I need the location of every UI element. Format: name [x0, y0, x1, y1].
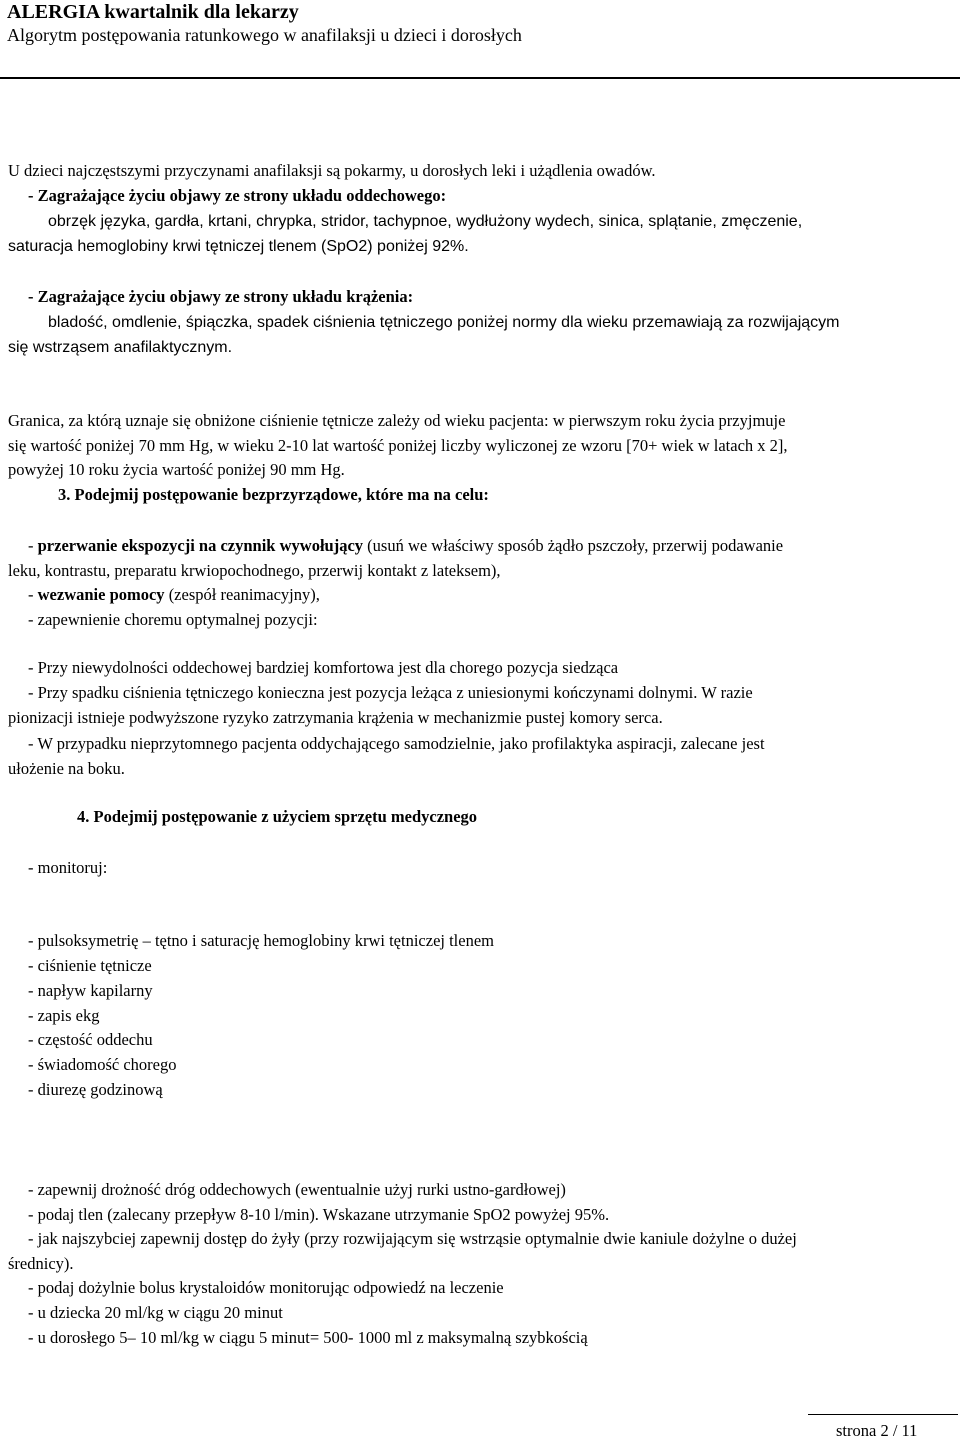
document-header: [7, 0, 957, 46]
action-adult-dose: - u dorosłego 5– 10 ml/kg w ciągu 5 minut= 500- 1000 ml z maksymalną szybkością: [28, 1328, 588, 1347]
bullet-emphasis: przerwanie ekspozycji na czynnik wywołujący: [37, 536, 364, 555]
step-4-heading: 4. Podejmij postępowanie z użyciem sprzętu medycznego: [77, 807, 478, 826]
article-subtitle: Algorytm postępowania ratunkowego w anafilaksji u dzieci i dorosłych: [7, 25, 522, 45]
intro-paragraph: U dzieci najczęstszymi przyczynami anafilaksji są pokarmy, u dorosłych leki i użądlenia owadów.: [8, 161, 656, 180]
blood-pressure-line-1: Granica, za którą uznaje się obniżone ciśnienie tętnicze zależy od wieku pacjenta: w pierwszym roku życia przyjmuje: [8, 411, 786, 430]
monitor-label: - monitoruj:: [28, 858, 108, 877]
position-unconscious-line-2: ułożenie na boku.: [8, 759, 125, 778]
action-oxygen: - podaj tlen (zalecany przepływ 8-10 l/min). Wskazane utrzymanie SpO2 powyżej 95%.: [28, 1205, 610, 1224]
journal-title: ALERGIA kwartalnik dla lekarzy: [7, 1, 299, 23]
step-3-bullet-position: - zapewnienie choremu optymalnej pozycji:: [28, 610, 318, 629]
monitor-item-capillary-refill: - napływ kapilarny: [28, 981, 153, 1000]
step-3-bullet-exposure-line-2: leku, kontrastu, preparatu krwiopochodnego, przerwij kontakt z lateksem),: [8, 561, 501, 580]
circulatory-symptoms-line-2: się wstrząsem anafilaktycznym.: [8, 339, 233, 356]
blood-pressure-line-3: powyżej 10 roku życia wartość poniżej 90 mm Hg.: [8, 460, 345, 479]
action-airway: - zapewnij drożność dróg oddechowych (ewentualnie użyj rurki ustno-gardłowej): [28, 1180, 566, 1199]
position-unconscious-line-1: - W przypadku nieprzytomnego pacjenta oddychającego samodzielnie, jako profilaktyka aspiracji, zalecane jest: [28, 734, 765, 753]
action-child-dose: - u dziecka 20 ml/kg w ciągu 20 minut: [28, 1303, 283, 1322]
action-iv-access-line-2: średnicy).: [8, 1254, 74, 1273]
bullet-text: (usuń we właściwy sposób żądło pszczoły, przerwij podawanie: [363, 536, 784, 555]
step-3-heading: 3. Podejmij postępowanie bezprzyrządowe, które ma na celu:: [58, 485, 489, 504]
monitor-item-blood-pressure: - ciśnienie tętnicze: [28, 956, 152, 975]
action-bolus: - podaj dożylnie bolus krystaloidów monitorując odpowiedź na leczenie: [28, 1278, 504, 1297]
bullet-prefix: -: [28, 536, 38, 555]
page-number: strona 2 / 11: [836, 1421, 918, 1440]
footer-divider: [808, 1414, 958, 1415]
step-3-bullet-exposure: [28, 536, 783, 556]
circulatory-heading: - Zagrażające życiu objawy ze strony układu krążenia:: [28, 287, 414, 306]
position-respiratory: - Przy niewydolności oddechowej bardziej komfortowa jest dla chorego pozycja siedząca: [28, 658, 619, 677]
bullet-text: (zespół reanimacyjny),: [164, 585, 320, 604]
blood-pressure-line-2: się wartość poniżej 70 mm Hg, w wieku 2-10 lat wartość poniżej liczby wyliczonej ze wzoru [70+ wiek w latach x 2],: [8, 436, 788, 455]
circulatory-symptoms-line-1: bladość, omdlenie, śpiączka, spadek ciśnienia tętniczego poniżej normy dla wieku przemawiają za rozwijającym: [48, 314, 840, 331]
monitor-item-diuresis: - diurezę godzinową: [28, 1080, 163, 1099]
position-hypotension-line-1: - Przy spadku ciśnienia tętniczego konieczna jest pozycja leżąca z uniesionymi kończynami dolnymi. W razie: [28, 683, 753, 702]
respiratory-symptoms-line-2: saturacja hemoglobiny krwi tętniczej tlenem (SpO2) poniżej 92%.: [8, 238, 469, 255]
respiratory-heading: - Zagrażające życiu objawy ze strony układu oddechowego:: [28, 186, 447, 205]
position-hypotension-line-2: pionizacji istnieje podwyższone ryzyko zatrzymania krążenia w mechanizmie pustej komory serca.: [8, 708, 663, 727]
respiratory-symptoms-line-1: obrzęk języka, gardła, krtani, chrypka, stridor, tachypnoe, wydłużony wydech, sinica, splątanie, zmęczenie,: [48, 213, 803, 230]
monitor-item-consciousness: - świadomość chorego: [28, 1055, 177, 1074]
header-divider: [0, 77, 960, 79]
monitor-item-ecg: - zapis ekg: [28, 1006, 100, 1025]
monitor-item-respiratory-rate: - częstość oddechu: [28, 1030, 153, 1049]
step-3-bullet-help: [28, 585, 320, 605]
monitor-item-pulse-oximetry: - pulsoksymetrię – tętno i saturację hemoglobiny krwi tętniczej tlenem: [28, 931, 494, 950]
bullet-prefix: -: [28, 585, 38, 604]
action-iv-access-line-1: - jak najszybciej zapewnij dostęp do żyły (przy rozwijającym się wstrząsie optymalnie dwie kaniule dożylne o dużej: [28, 1229, 797, 1248]
bullet-emphasis: wezwanie pomocy: [37, 585, 165, 604]
